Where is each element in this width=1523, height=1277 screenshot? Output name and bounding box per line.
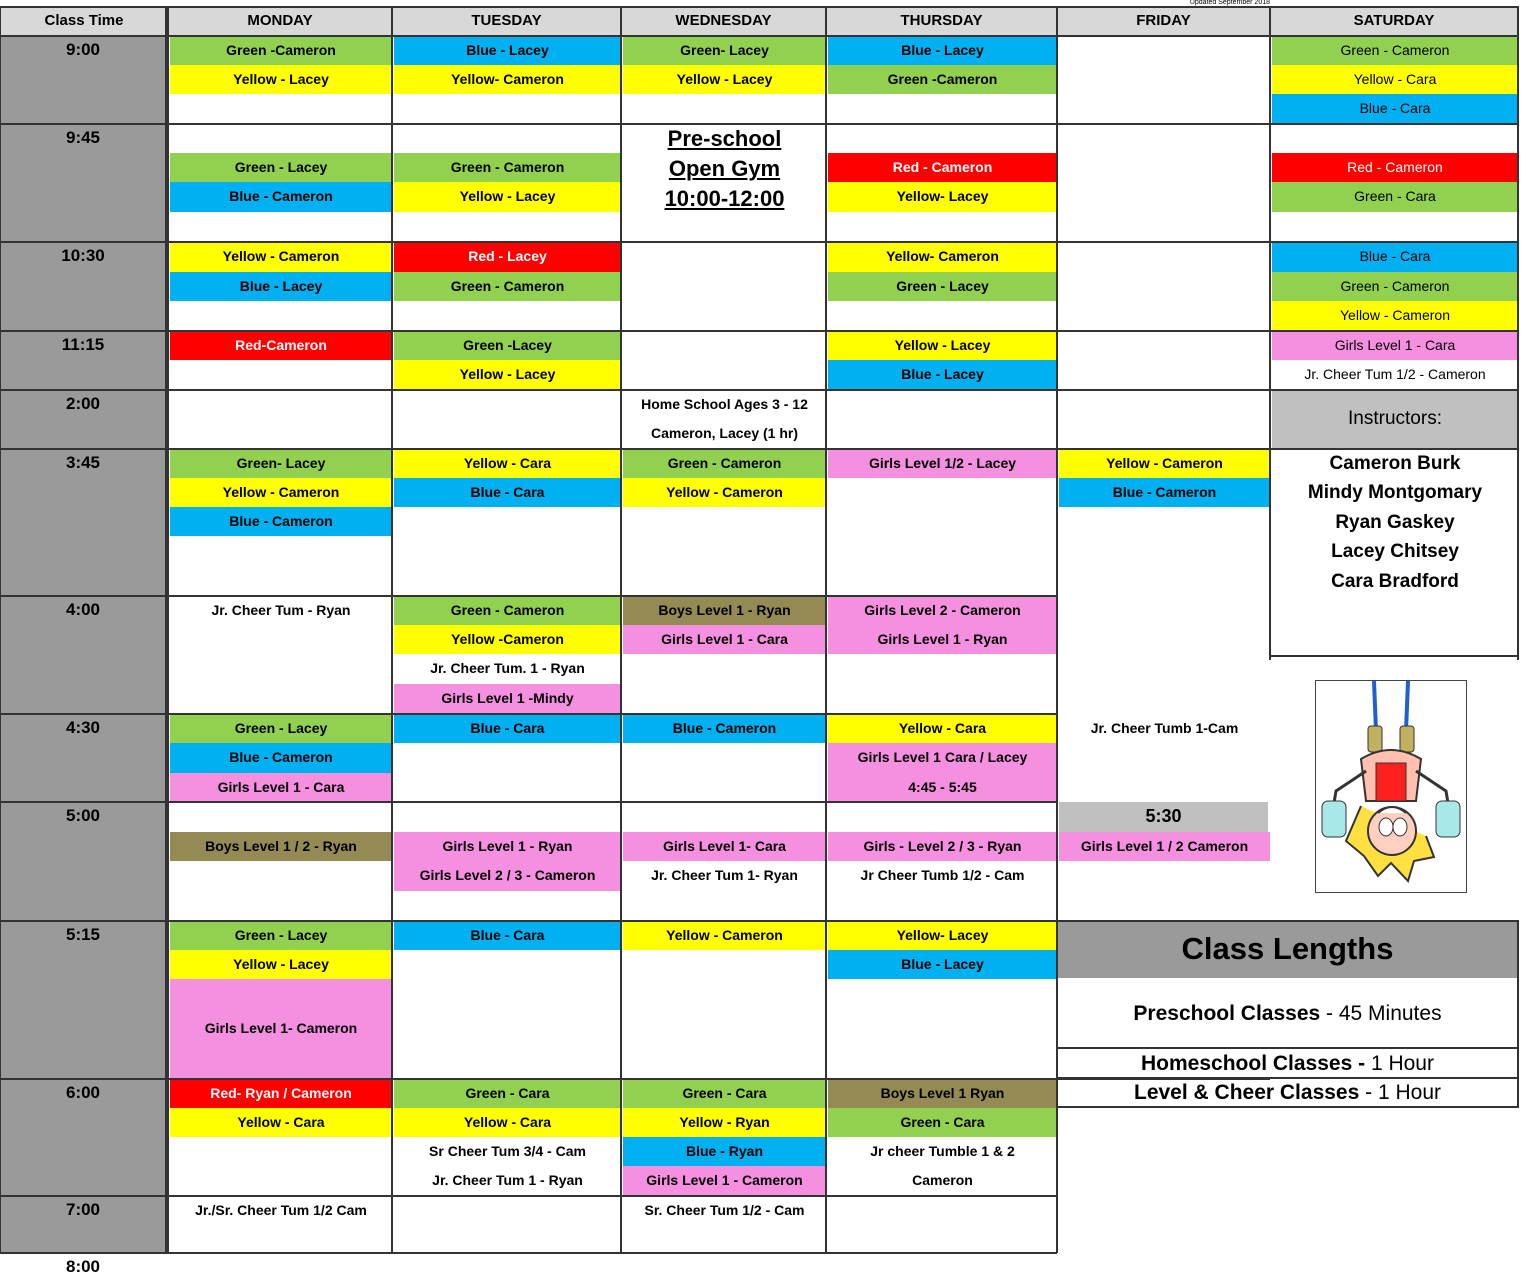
class-cell: Blue - Cara: [394, 714, 621, 743]
instructors-title: Instructors:: [1272, 390, 1518, 449]
instructor-name: Ryan Gaskey: [1335, 511, 1455, 533]
class-cell: Yellow - Cara: [170, 1108, 392, 1137]
class-cell: Girls Level 1 -Mindy: [394, 684, 621, 714]
class-cell: Girls Level 2 / 3 - Cameron: [394, 861, 621, 891]
class-cell: Sr. Cheer Tum 1/2 - Cam: [644, 1202, 805, 1219]
class-length-value: 1 Hour: [1365, 1051, 1434, 1075]
class-cell: Jr Cheer Tumb 1/2 - Cam: [860, 867, 1025, 884]
instructor-name: Mindy Montgomary: [1307, 482, 1483, 504]
class-cell: Yellow -Cameron: [394, 625, 621, 654]
class-cell: Blue - Cara: [1272, 242, 1518, 272]
class-cell: Jr. Cheer Tum - Ryan: [211, 601, 351, 618]
class-cell: Yellow- Lacey: [828, 182, 1057, 212]
class-length-value: - 1 Hour: [1359, 1081, 1441, 1105]
grid-line: [0, 713, 1057, 715]
class-cell: Yellow - Cameron: [170, 242, 392, 272]
class-cell: Girls Level 1 Cara / Lacey: [828, 743, 1057, 773]
class-cell: Girls Level 1/2 - Lacey: [828, 449, 1057, 478]
class-cell: Green - Lacey: [170, 153, 392, 182]
class-cell: Girls Level 2 - Cameron: [828, 596, 1057, 625]
class-cell: Blue - Lacey: [170, 272, 392, 301]
class-cell: Blue - Cara: [1272, 94, 1518, 124]
grid-line: [0, 1252, 1057, 1254]
class-cell: Yellow - Cameron: [1059, 449, 1270, 478]
updated-note: Updated September 2018: [1189, 0, 1270, 7]
grid-line: [1057, 389, 1270, 391]
grid-line: [1517, 6, 1519, 660]
class-cell: Blue - Cameron: [170, 507, 392, 536]
class-cell: Blue - Lacey: [828, 360, 1057, 390]
class-cell: Yellow- Lacey: [828, 921, 1057, 950]
grid-line: [1270, 330, 1518, 332]
class-cell: Red-Cameron: [170, 331, 392, 360]
class-cell: Green- Lacey: [170, 449, 392, 478]
time-slot-label: 5:15: [65, 925, 101, 944]
class-cell: Jr. Cheer Tum 1- Ryan: [651, 867, 798, 884]
class-cell: Green - Cameron: [394, 596, 621, 625]
grid-line: [1270, 655, 1518, 657]
grid-line: [0, 1195, 1057, 1197]
time-slot-label: 4:30: [65, 718, 101, 737]
class-cell: Blue - Lacey: [394, 36, 621, 65]
class-cell: Green - Lacey: [828, 272, 1057, 301]
class-cell: Blue - Cara: [394, 921, 621, 950]
time-slot-label: 2:00: [65, 394, 101, 413]
gymnast-clipart-icon: [1315, 680, 1467, 893]
instructor-name: Cameron Burk: [1329, 452, 1461, 474]
class-cell: Yellow - Lacey: [828, 331, 1057, 360]
friday-time-label: 5:30: [1059, 802, 1268, 832]
class-cell: Jr. Cheer Tumb 1-Cam: [1090, 719, 1239, 736]
preschool-open-gym: Pre-school: [667, 125, 782, 151]
time-slot-label: 4:00: [65, 600, 101, 619]
grid-line: [0, 389, 1057, 391]
grid-line: [1057, 448, 1270, 450]
class-length-label: Preschool Classes: [1133, 1002, 1321, 1026]
class-cell: Green - Cara: [623, 1079, 826, 1108]
class-cell: Girls Level 1 - Cara: [623, 625, 826, 654]
instructor-name: Lacey Chitsey: [1331, 541, 1459, 563]
grid-line: [825, 6, 827, 1253]
grid-line: [1057, 330, 1270, 332]
class-cell: Yellow - Lacey: [394, 360, 621, 390]
grid-line: [1269, 6, 1271, 660]
class-cell: Cameron, Lacey (1 hr): [650, 425, 799, 442]
class-cell: Yellow - Ryan: [623, 1108, 826, 1137]
class-cell: Sr Cheer Tum 3/4 - Cam: [429, 1142, 586, 1159]
class-cell: Yellow - Cameron: [623, 921, 826, 950]
class-cell: Blue - Cameron: [623, 714, 826, 743]
class-length-label: Level & Cheer Classes: [1134, 1081, 1360, 1105]
class-cell: Girls Level 1 / 2 Cameron: [1059, 832, 1270, 861]
time-slot-label: 6:00: [65, 1083, 101, 1102]
grid-line: [1270, 448, 1518, 450]
class-cell: Green - Cara: [394, 1079, 621, 1108]
class-cell: Green - Cara: [828, 1108, 1057, 1137]
class-length-value: - 45 Minutes: [1320, 1002, 1442, 1026]
class-cell: Blue - Cameron: [170, 182, 392, 212]
grid-line: [0, 448, 1057, 450]
grid-line: [0, 920, 1057, 922]
grid-line: [1057, 1077, 1518, 1079]
grid-line: [1057, 1106, 1518, 1108]
class-cell: Green - Lacey: [170, 714, 392, 743]
grid-line: [0, 595, 1057, 597]
class-cell: Blue - Cara: [394, 478, 621, 507]
column-header: FRIDAY: [1136, 11, 1191, 29]
time-slot-label: 5:00: [65, 806, 101, 825]
grid-line: [0, 6, 1518, 8]
class-cell: Green - Cameron: [394, 272, 621, 301]
class-cell: Green - Lacey: [170, 921, 392, 950]
column-header: THURSDAY: [900, 11, 983, 29]
column-header: SATURDAY: [1353, 11, 1435, 29]
class-cell: Boys Level 1 / 2 - Ryan: [170, 832, 392, 861]
class-cell: Red- Ryan / Cameron: [170, 1079, 392, 1108]
class-cell: Jr. Cheer Tum 1/2 - Cameron: [1304, 366, 1486, 383]
grid-line: [0, 35, 1518, 37]
preschool-open-gym: 10:00-12:00: [664, 185, 785, 211]
column-header: Class Time: [44, 11, 124, 29]
grid-line: [1057, 1047, 1518, 1049]
grid-line: [1270, 389, 1518, 391]
class-cell: Yellow - Cara: [394, 1108, 621, 1137]
grid-line: [0, 241, 1057, 243]
time-slot-label: 9:45: [65, 128, 101, 147]
class-cell: Blue - Ryan: [623, 1137, 826, 1166]
class-cell: Yellow - Lacey: [170, 65, 392, 94]
class-cell: Yellow - Cameron: [623, 478, 826, 507]
grid-line: [1517, 920, 1519, 1108]
class-cell: Yellow - Cara: [394, 449, 621, 478]
class-cell: Cameron: [912, 1172, 973, 1189]
class-cell: Yellow - Cara: [828, 714, 1057, 743]
column-header: MONDAY: [247, 11, 313, 29]
preschool-open-gym: Open Gym: [668, 155, 781, 181]
class-cell: Girls Level 1- Cara: [623, 832, 826, 861]
class-cell: Jr cheer Tumble 1 & 2: [870, 1142, 1015, 1159]
class-cell: Yellow - Lacey: [623, 65, 826, 94]
class-cell: Yellow - Cara: [1272, 65, 1518, 94]
class-cell: Yellow- Cameron: [828, 242, 1057, 272]
class-cell: Girls - Level 2 / 3 - Ryan: [828, 832, 1057, 861]
class-cell: Yellow- Cameron: [394, 65, 621, 94]
class-cell: Green -Lacey: [394, 331, 621, 360]
class-length-row: [1059, 1049, 1516, 1078]
column-header: WEDNESDAY: [675, 11, 772, 29]
class-cell: Girls Level 1 - Ryan: [394, 832, 621, 861]
class-cell: Jr. Cheer Tum 1 - Ryan: [432, 1172, 583, 1189]
class-cell: Blue - Cameron: [1059, 478, 1270, 507]
grid-line: [0, 330, 1057, 332]
class-length-row: [1059, 1079, 1516, 1107]
time-slot-label: 9:00: [65, 40, 101, 59]
class-cell: Red - Cameron: [1272, 153, 1518, 182]
class-cell: Green- Lacey: [623, 36, 826, 65]
class-cell: Girls Level 1 - Cameron: [623, 1166, 826, 1196]
class-cell: Green - Cameron: [1272, 272, 1518, 301]
class-cell: Jr. Cheer Tum. 1 - Ryan: [430, 660, 585, 677]
grid-line: [1056, 6, 1058, 1253]
time-slot-label: 11:15: [61, 335, 105, 354]
class-length-row: [1059, 982, 1516, 1046]
class-cell: Girls Level 1 - Cara: [170, 773, 392, 802]
time-slot-label: 8:00: [65, 1257, 101, 1276]
grid-line: [0, 123, 1057, 125]
class-cell: Yellow - Lacey: [170, 950, 392, 979]
class-cell: Green - Cameron: [1272, 36, 1518, 65]
class-cell: Jr./Sr. Cheer Tum 1/2 Cam: [195, 1202, 367, 1219]
class-cell: Girls Level 1 - Cara: [1272, 331, 1518, 360]
grid-line: [1270, 123, 1518, 125]
class-cell: Green - Cameron: [394, 153, 621, 182]
time-slot-label: 3:45: [65, 453, 101, 472]
grid-line: [0, 1078, 1057, 1080]
grid-line: [1270, 241, 1518, 243]
class-cell: Red - Lacey: [394, 242, 621, 272]
class-cell: Yellow - Lacey: [394, 182, 621, 212]
time-slot-label: 10:30: [61, 246, 105, 265]
instructor-name: Cara Bradford: [1331, 570, 1459, 592]
grid-line: [391, 6, 393, 1253]
grid-line: [0, 801, 1057, 803]
grid-line: [620, 6, 622, 1253]
class-cell: Green - Cameron: [623, 449, 826, 478]
class-cell: 4:45 - 5:45: [828, 773, 1057, 802]
class-cell: Home School Ages 3 - 12: [641, 395, 808, 412]
class-length-label: Homeschool Classes -: [1141, 1051, 1366, 1075]
class-cell: Blue - Lacey: [828, 36, 1057, 65]
class-cell: Red - Cameron: [828, 153, 1057, 182]
column-header: TUESDAY: [471, 11, 542, 29]
grid-line: [0, 6, 1, 1253]
class-cell: Blue - Lacey: [828, 950, 1057, 979]
time-slot-label: 7:00: [65, 1200, 101, 1219]
class-cell: Yellow - Cameron: [1272, 301, 1518, 331]
grid-line: [1057, 123, 1270, 125]
class-cell: Green -Cameron: [828, 65, 1057, 94]
class-lengths-title: Class Lengths: [1057, 921, 1518, 978]
class-cell: Green - Cara: [1272, 182, 1518, 212]
class-cell: Yellow - Cameron: [170, 478, 392, 507]
class-cell: Blue - Cameron: [170, 743, 392, 773]
grid-line: [1057, 920, 1518, 922]
class-cell: Green -Cameron: [170, 36, 392, 65]
class-cell: Boys Level 1 Ryan: [828, 1079, 1057, 1108]
class-cell: Girls Level 1 - Ryan: [828, 625, 1057, 654]
class-cell: Girls Level 1- Cameron: [170, 979, 392, 1079]
grid-line: [1057, 241, 1270, 243]
grid-line: [167, 6, 169, 1253]
class-cell: Boys Level 1 - Ryan: [623, 596, 826, 625]
